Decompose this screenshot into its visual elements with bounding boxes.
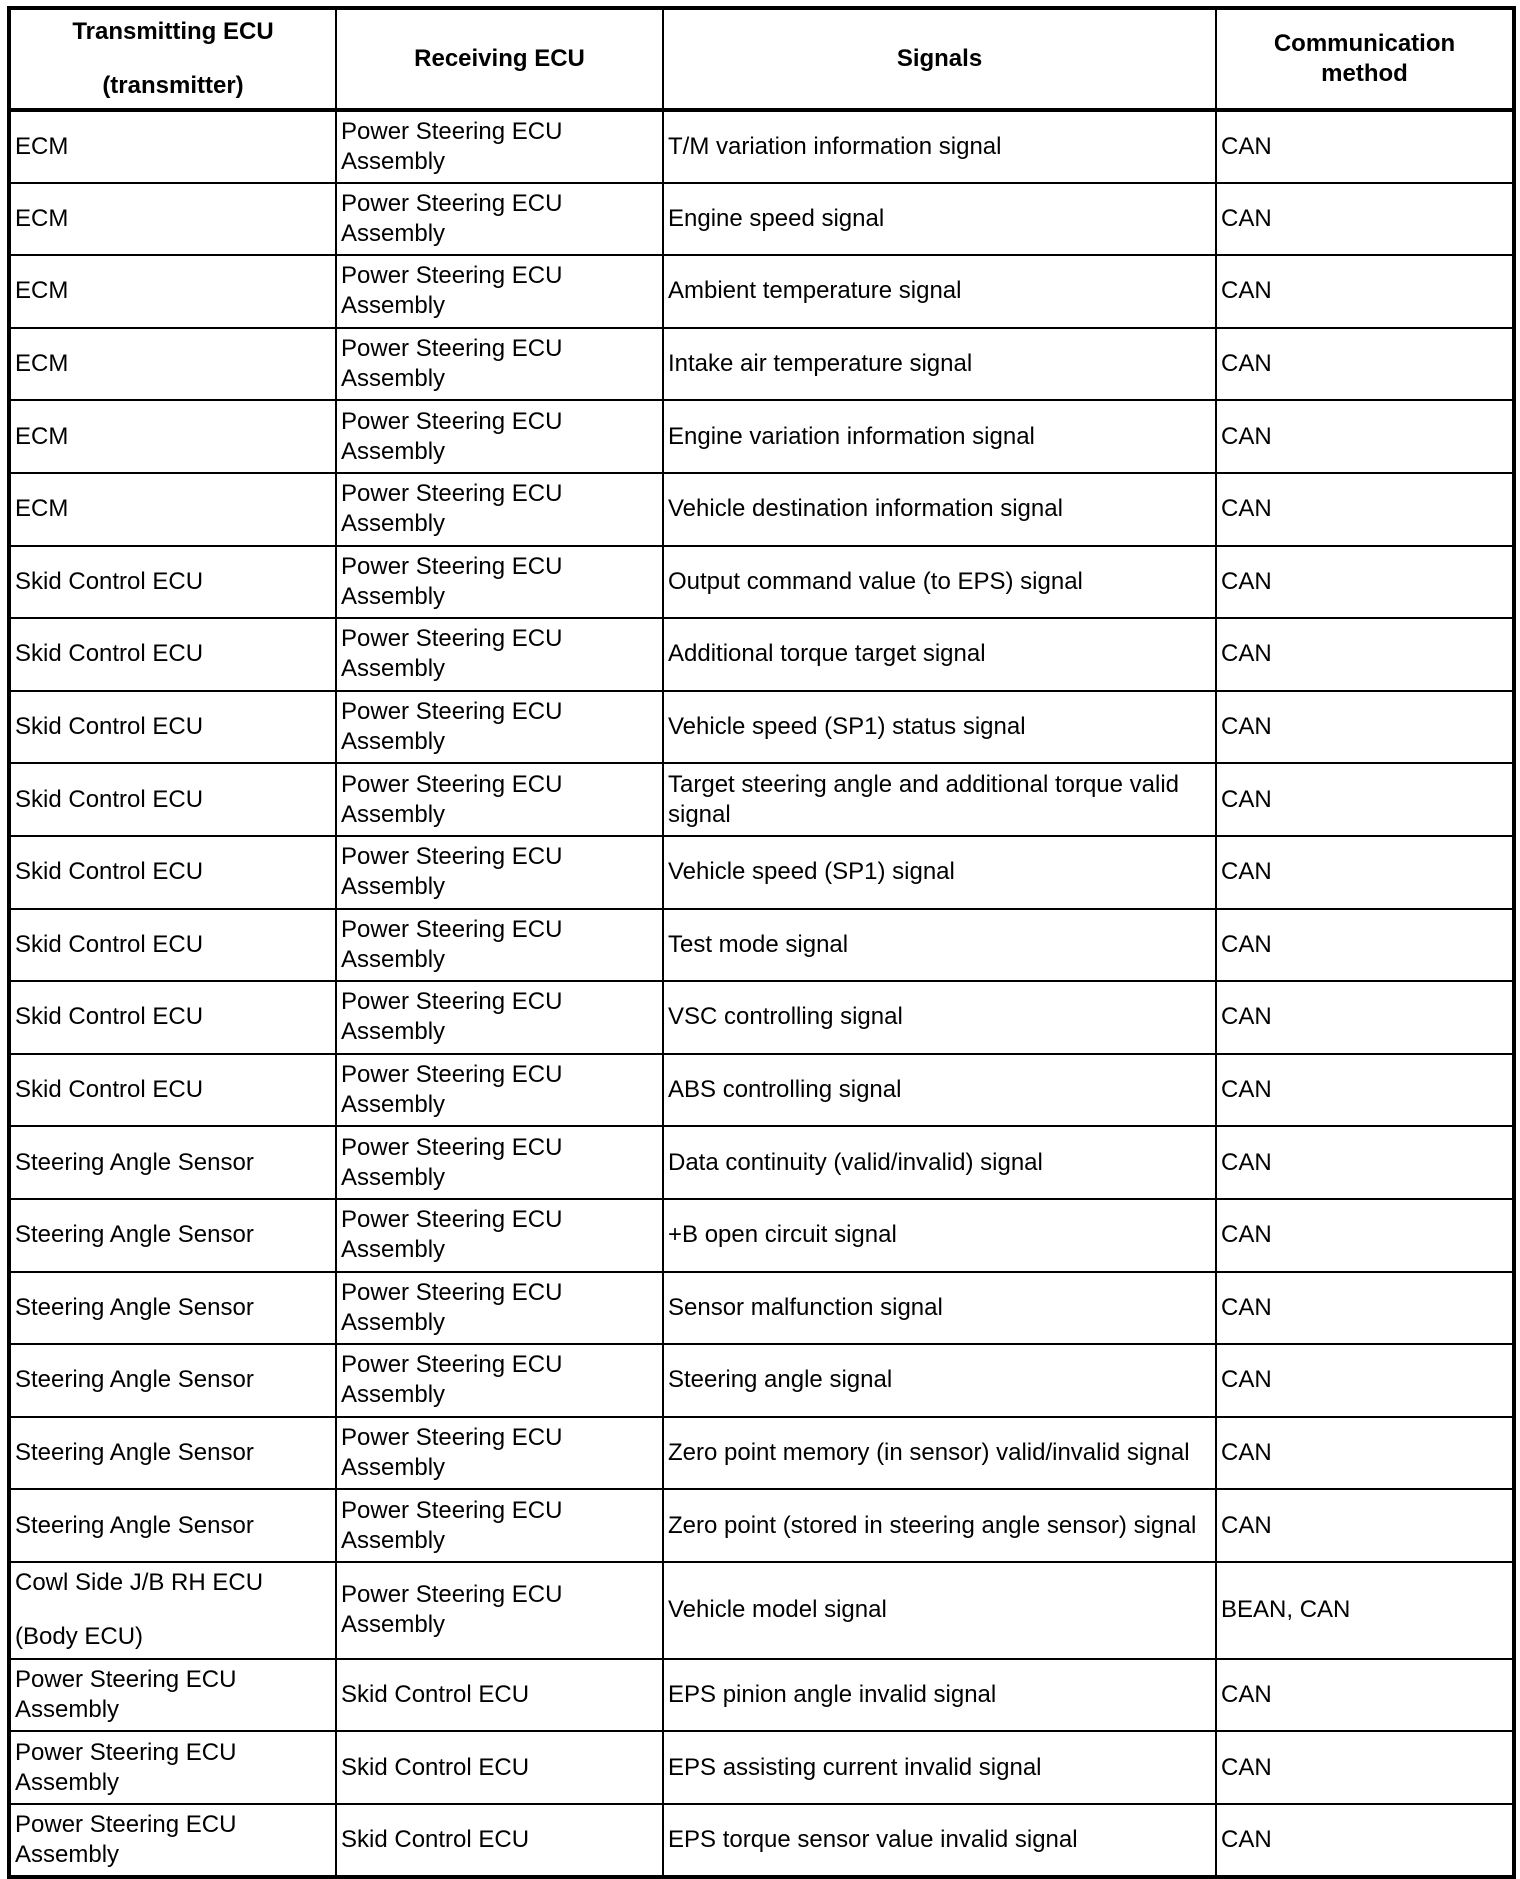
cell-signal: Vehicle destination information signal <box>663 473 1216 546</box>
cell-receiving-ecu: Power Steering ECU Assembly <box>336 909 663 982</box>
cell-transmitting-ecu <box>9 1804 336 1877</box>
cell-communication-method: CAN <box>1216 1489 1514 1562</box>
cell-communication-method: CAN <box>1216 183 1514 256</box>
table-row <box>9 473 1514 546</box>
table-row <box>9 1562 1514 1659</box>
ecu-communication-table <box>7 6 1516 1879</box>
header-transmitting-line2: (transmitter) <box>102 72 244 99</box>
cell-signal: Vehicle speed (SP1) status signal <box>663 691 1216 764</box>
table-row <box>9 255 1514 328</box>
cell-transmitting-ecu <box>9 183 336 256</box>
transmitting-ecu-text: ECM <box>15 495 69 523</box>
cell-receiving-ecu: Power Steering ECU Assembly <box>336 1126 663 1199</box>
cell-communication-method: CAN <box>1216 1126 1514 1199</box>
cell-communication-method: CAN <box>1216 1804 1514 1877</box>
transmitting-ecu-text: Steering Angle Sensor <box>15 1366 254 1394</box>
cell-transmitting-ecu <box>9 1344 336 1417</box>
transmitting-ecu-text: Steering Angle Sensor <box>15 1511 254 1539</box>
table-row <box>9 1417 1514 1490</box>
cell-transmitting-ecu <box>9 473 336 546</box>
cell-receiving-ecu: Skid Control ECU <box>336 1804 663 1877</box>
cell-transmitting-ecu <box>9 909 336 982</box>
transmitting-ecu-text: ECM <box>15 422 69 450</box>
table-row <box>9 691 1514 764</box>
table-container <box>7 6 1516 1879</box>
cell-transmitting-ecu <box>9 1562 336 1659</box>
cell-transmitting-ecu <box>9 1659 336 1732</box>
cell-transmitting-ecu <box>9 1489 336 1562</box>
transmitting-ecu-text: ECM <box>15 277 69 305</box>
header-communication-method <box>1216 8 1514 110</box>
transmitting-ecu-text: Skid Control ECU <box>15 785 204 813</box>
table-row <box>9 328 1514 401</box>
cell-communication-method: CAN <box>1216 1054 1514 1127</box>
cell-communication-method: CAN <box>1216 763 1514 836</box>
cell-communication-method: CAN <box>1216 546 1514 619</box>
cell-signal: Output command value (to EPS) signal <box>663 546 1216 619</box>
transmitting-ecu-text: Skid Control ECU <box>15 1076 204 1104</box>
cell-signal: +B open circuit signal <box>663 1199 1216 1272</box>
cell-receiving-ecu: Power Steering ECU Assembly <box>336 328 663 401</box>
transmitting-ecu-text: Steering Angle Sensor <box>15 1148 254 1176</box>
table-row <box>9 618 1514 691</box>
cell-signal: Steering angle signal <box>663 1344 1216 1417</box>
transmitting-ecu-text: ECM <box>15 350 69 378</box>
cell-signal: Intake air temperature signal <box>663 328 1216 401</box>
table-row <box>9 1804 1514 1877</box>
cell-receiving-ecu: Power Steering ECU Assembly <box>336 473 663 546</box>
table-row <box>9 400 1514 473</box>
cell-receiving-ecu: Skid Control ECU <box>336 1731 663 1804</box>
cell-signal: Vehicle model signal <box>663 1562 1216 1659</box>
table-row <box>9 1199 1514 1272</box>
cell-signal: T/M variation information signal <box>663 110 1216 183</box>
cell-signal: ABS controlling signal <box>663 1054 1216 1127</box>
transmitting-ecu-text: Steering Angle Sensor <box>15 1438 254 1466</box>
cell-receiving-ecu: Power Steering ECU Assembly <box>336 1054 663 1127</box>
cell-communication-method: CAN <box>1216 1272 1514 1345</box>
table-row <box>9 909 1514 982</box>
table-row <box>9 1126 1514 1199</box>
cell-signal: Engine variation information signal <box>663 400 1216 473</box>
table-row <box>9 981 1514 1054</box>
header-method-line1: Communication <box>1273 30 1456 57</box>
cell-transmitting-ecu <box>9 981 336 1054</box>
transmitting-ecu-text: Skid Control ECU <box>15 567 204 595</box>
cell-transmitting-ecu <box>9 691 336 764</box>
table-header <box>9 8 1514 110</box>
cell-signal: EPS torque sensor value invalid signal <box>663 1804 1216 1877</box>
table-body <box>9 110 1514 1877</box>
cell-transmitting-ecu <box>9 763 336 836</box>
cell-signal: VSC controlling signal <box>663 981 1216 1054</box>
cell-communication-method: CAN <box>1216 1731 1514 1804</box>
cell-communication-method: CAN <box>1216 400 1514 473</box>
transmitting-ecu-text: ECM <box>15 204 69 232</box>
cell-receiving-ecu: Power Steering ECU Assembly <box>336 546 663 619</box>
cell-transmitting-ecu <box>9 328 336 401</box>
cell-receiving-ecu: Power Steering ECU Assembly <box>336 1417 663 1490</box>
table-row <box>9 546 1514 619</box>
table-row <box>9 183 1514 256</box>
cell-transmitting-ecu <box>9 1731 336 1804</box>
transmitting-ecu-text: Power Steering ECU Assembly <box>15 1666 237 1724</box>
cell-signal: Additional torque target signal <box>663 618 1216 691</box>
cell-transmitting-ecu <box>9 400 336 473</box>
cell-receiving-ecu: Power Steering ECU Assembly <box>336 1562 663 1659</box>
cell-signal: Zero point (stored in steering angle sensor) signal <box>663 1489 1216 1562</box>
cell-signal: Sensor malfunction signal <box>663 1272 1216 1345</box>
table-row <box>9 1489 1514 1562</box>
cell-signal: Target steering angle and additional torque valid signal <box>663 763 1216 836</box>
cell-communication-method: CAN <box>1216 691 1514 764</box>
cell-receiving-ecu: Power Steering ECU Assembly <box>336 1199 663 1272</box>
header-method-line2: method <box>1321 60 1408 87</box>
cell-receiving-ecu: Skid Control ECU <box>336 1659 663 1732</box>
transmitting-ecu-text: Steering Angle Sensor <box>15 1293 254 1321</box>
cell-signal: EPS assisting current invalid signal <box>663 1731 1216 1804</box>
table-row <box>9 763 1514 836</box>
cell-communication-method: CAN <box>1216 473 1514 546</box>
table-row <box>9 110 1514 183</box>
cell-receiving-ecu: Power Steering ECU Assembly <box>336 1272 663 1345</box>
cell-receiving-ecu: Power Steering ECU Assembly <box>336 691 663 764</box>
cell-signal: Zero point memory (in sensor) valid/invalid signal <box>663 1417 1216 1490</box>
cell-communication-method: BEAN, CAN <box>1216 1562 1514 1659</box>
cell-transmitting-ecu <box>9 1199 336 1272</box>
transmitting-ecu-text: Power Steering ECU Assembly <box>15 1738 237 1796</box>
cell-communication-method: CAN <box>1216 328 1514 401</box>
cell-transmitting-ecu <box>9 1417 336 1490</box>
transmitting-ecu-text: Skid Control ECU <box>15 930 204 958</box>
transmitting-ecu-text: Skid Control ECU <box>15 1003 204 1031</box>
header-signals: Signals <box>663 8 1216 110</box>
cell-receiving-ecu: Power Steering ECU Assembly <box>336 1344 663 1417</box>
transmitting-ecu-text: Skid Control ECU <box>15 713 204 741</box>
cell-signal: Ambient temperature signal <box>663 255 1216 328</box>
table-row <box>9 836 1514 909</box>
cell-transmitting-ecu <box>9 546 336 619</box>
cell-transmitting-ecu <box>9 836 336 909</box>
cell-communication-method: CAN <box>1216 1659 1514 1732</box>
transmitting-ecu-text: Skid Control ECU <box>15 640 204 668</box>
table-row <box>9 1344 1514 1417</box>
cell-communication-method: CAN <box>1216 909 1514 982</box>
cell-signal: EPS pinion angle invalid signal <box>663 1659 1216 1732</box>
cell-signal: Data continuity (valid/invalid) signal <box>663 1126 1216 1199</box>
cell-communication-method: CAN <box>1216 836 1514 909</box>
cell-signal: Test mode signal <box>663 909 1216 982</box>
cell-signal: Engine speed signal <box>663 183 1216 256</box>
header-transmitting-line1: Transmitting ECU <box>72 18 274 45</box>
cell-receiving-ecu: Power Steering ECU Assembly <box>336 836 663 909</box>
cell-signal: Vehicle speed (SP1) signal <box>663 836 1216 909</box>
header-transmitting-ecu <box>9 8 336 110</box>
cell-communication-method: CAN <box>1216 981 1514 1054</box>
cell-communication-method: CAN <box>1216 1344 1514 1417</box>
cell-transmitting-ecu <box>9 1054 336 1127</box>
transmitting-ecu-text: Power Steering ECU Assembly <box>15 1810 237 1868</box>
table-row <box>9 1731 1514 1804</box>
header-row <box>9 8 1514 110</box>
cell-receiving-ecu: Power Steering ECU Assembly <box>336 255 663 328</box>
cell-receiving-ecu: Power Steering ECU Assembly <box>336 1489 663 1562</box>
transmitting-ecu-subtext: (Body ECU) <box>15 1623 144 1651</box>
cell-transmitting-ecu <box>9 110 336 183</box>
table-row <box>9 1659 1514 1732</box>
cell-communication-method: CAN <box>1216 1199 1514 1272</box>
cell-receiving-ecu: Power Steering ECU Assembly <box>336 981 663 1054</box>
cell-communication-method: CAN <box>1216 110 1514 183</box>
cell-transmitting-ecu <box>9 618 336 691</box>
cell-communication-method: CAN <box>1216 1417 1514 1490</box>
cell-communication-method: CAN <box>1216 618 1514 691</box>
header-receiving-ecu: Receiving ECU <box>336 8 663 110</box>
transmitting-ecu-text: ECM <box>15 132 69 160</box>
transmitting-ecu-text: Steering Angle Sensor <box>15 1221 254 1249</box>
transmitting-ecu-text: Cowl Side J/B RH ECU <box>15 1569 264 1597</box>
cell-receiving-ecu: Power Steering ECU Assembly <box>336 763 663 836</box>
cell-communication-method: CAN <box>1216 255 1514 328</box>
cell-receiving-ecu: Power Steering ECU Assembly <box>336 110 663 183</box>
table-row <box>9 1272 1514 1345</box>
cell-receiving-ecu: Power Steering ECU Assembly <box>336 183 663 256</box>
cell-receiving-ecu: Power Steering ECU Assembly <box>336 400 663 473</box>
cell-transmitting-ecu <box>9 255 336 328</box>
cell-receiving-ecu: Power Steering ECU Assembly <box>336 618 663 691</box>
cell-transmitting-ecu <box>9 1126 336 1199</box>
transmitting-ecu-text: Skid Control ECU <box>15 858 204 886</box>
table-row <box>9 1054 1514 1127</box>
cell-transmitting-ecu <box>9 1272 336 1345</box>
